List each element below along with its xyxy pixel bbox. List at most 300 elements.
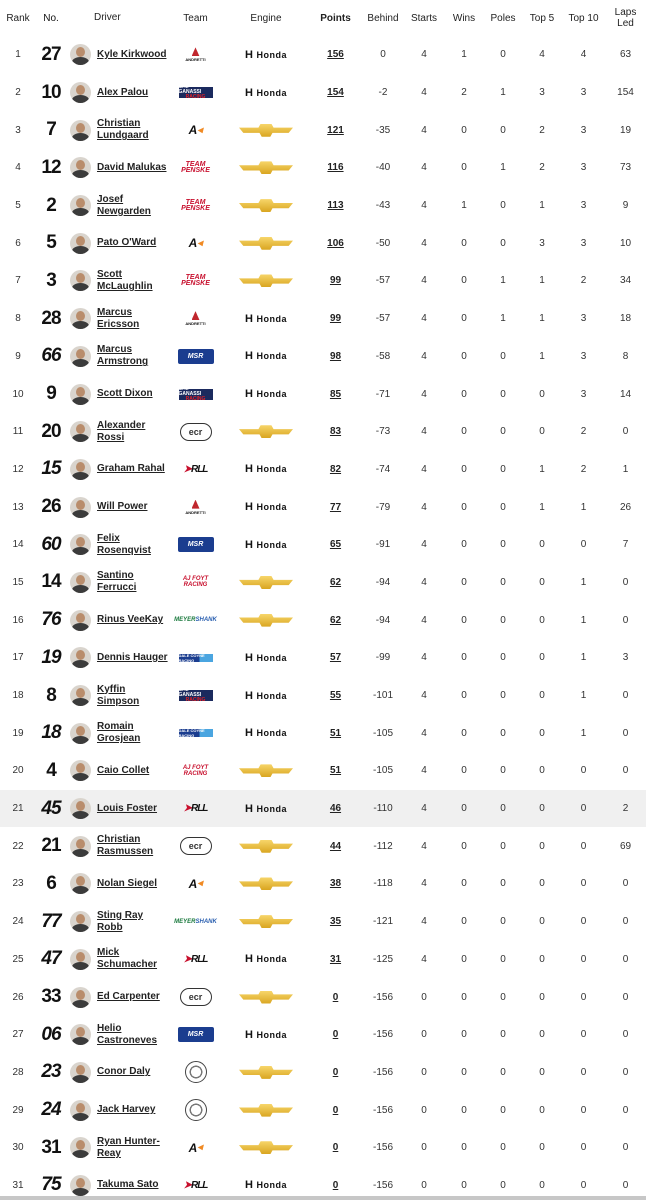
laps-led-cell: 1 (622, 463, 629, 475)
table-row[interactable] (0, 865, 646, 903)
andretti-logo: ANDRETTI (181, 497, 211, 517)
table-row[interactable] (0, 790, 646, 828)
poles-cell: 0 (500, 1142, 506, 1154)
points-link[interactable]: 38 (329, 878, 342, 890)
behind-cell: -156 (372, 1142, 393, 1154)
table-row[interactable] (0, 639, 646, 677)
laps-led-cell: 19 (619, 124, 632, 136)
top5-cell: 0 (539, 1104, 545, 1116)
table-row[interactable] (0, 488, 646, 526)
top5-cell: 0 (539, 1142, 545, 1154)
points-link[interactable]: 85 (329, 388, 342, 400)
laps-led-cell: 14 (619, 388, 632, 400)
car-number: 28 (41, 307, 61, 329)
top5-cell: 0 (539, 576, 545, 588)
driver-link[interactable]: Romain Grosjean (97, 721, 141, 745)
starts-cell: 0 (421, 1066, 427, 1078)
top10-cell: 0 (580, 991, 587, 1003)
points-link[interactable]: 0 (332, 1142, 339, 1154)
top10-cell: 3 (580, 200, 587, 212)
driver-link[interactable]: Rinus VeeKay (97, 614, 164, 626)
rank-cell: 26 (12, 991, 24, 1003)
table-row[interactable] (0, 1016, 646, 1054)
points-link[interactable]: 82 (329, 463, 342, 475)
driver-link[interactable]: Mick Schumacher (97, 947, 158, 971)
driver-avatar (70, 610, 91, 631)
wins-cell: 0 (461, 840, 467, 852)
top10-cell: 3 (580, 124, 587, 136)
rll-logo: ➤ RLL (183, 1179, 208, 1191)
car-number: 75 (41, 1174, 61, 1196)
wins-cell: 0 (461, 350, 467, 362)
honda-logo: H Honda (245, 1028, 287, 1041)
poles-cell: 0 (500, 953, 506, 965)
top10-cell: 0 (580, 1179, 587, 1191)
header-starts[interactable]: Starts (410, 12, 438, 24)
driver-link[interactable]: Marcus Ericsson (97, 306, 140, 330)
wins-cell: 0 (461, 124, 467, 136)
table-row[interactable] (0, 677, 646, 715)
driver-link[interactable]: Scott Dixon (97, 388, 153, 400)
honda-logo: H Honda (245, 501, 287, 514)
ecr-logo: ecr (180, 988, 212, 1006)
points-link[interactable]: 65 (329, 539, 342, 551)
top10-cell: 3 (580, 87, 587, 99)
table-row[interactable] (0, 111, 646, 149)
poles-cell: 0 (500, 49, 506, 61)
driver-link[interactable]: Graham Rahal (97, 463, 165, 475)
behind-cell: -74 (375, 463, 391, 475)
points-link[interactable]: 121 (327, 124, 344, 136)
behind-cell: -79 (375, 501, 391, 513)
honda-logo: H Honda (245, 689, 287, 702)
starts-cell: 0 (421, 991, 427, 1003)
mclaren-logo: A ◂ (188, 236, 203, 251)
rank-cell: 30 (12, 1142, 24, 1154)
driver-avatar (70, 1100, 91, 1121)
car-number: 27 (41, 43, 61, 65)
top5-cell: 0 (539, 690, 545, 702)
points-link[interactable]: 156 (327, 49, 344, 61)
behind-cell: -112 (373, 840, 393, 852)
chevrolet-bowtie-icon (239, 237, 293, 250)
starts-cell: 4 (421, 87, 427, 99)
poles-cell: 0 (500, 350, 506, 362)
honda-logo: H Honda (245, 538, 287, 551)
top5-cell: 2 (539, 124, 545, 136)
wins-cell: 0 (461, 1142, 467, 1154)
behind-cell: -99 (375, 652, 391, 664)
header-number[interactable]: No. (43, 12, 59, 24)
driver-avatar (70, 82, 91, 103)
ecr-logo: ecr (180, 423, 212, 441)
msr-logo: MSR (178, 1027, 214, 1042)
wins-cell: 0 (461, 953, 467, 965)
rank-cell: 13 (12, 501, 24, 513)
table-row[interactable] (0, 36, 646, 74)
rank-cell: 22 (12, 840, 24, 852)
top5-cell: 0 (539, 388, 545, 400)
driver-link[interactable]: Santino Ferrucci (97, 570, 137, 594)
header-rank[interactable]: Rank (6, 12, 30, 24)
points-link[interactable]: 0 (332, 1029, 339, 1041)
header-team[interactable]: Team (183, 12, 208, 24)
car-number: 8 (46, 684, 56, 706)
poles-cell: 0 (500, 727, 506, 739)
andretti-logo: ANDRETTI (181, 309, 211, 329)
header-laps-led[interactable]: Laps Led (614, 7, 637, 29)
laps-led-cell: 0 (622, 765, 629, 777)
points-link[interactable]: 55 (329, 690, 342, 702)
starts-cell: 4 (421, 350, 427, 362)
table-row[interactable] (0, 1091, 646, 1129)
rank-cell: 25 (12, 953, 24, 965)
meyer-shank-logo: MEYER SHANK (174, 617, 217, 624)
laps-led-cell: 0 (622, 953, 629, 965)
table-row[interactable] (0, 1129, 646, 1167)
car-number: 14 (41, 571, 61, 593)
top10-cell: 3 (580, 388, 587, 400)
rank-cell: 21 (12, 803, 24, 815)
car-number: 24 (41, 1099, 61, 1121)
driver-link[interactable]: Conor Daly (97, 1066, 151, 1078)
driver-link[interactable]: Christian Rasmussen (97, 834, 154, 858)
table-row[interactable] (0, 413, 646, 451)
points-link[interactable]: 113 (327, 200, 344, 212)
top5-cell: 0 (539, 614, 545, 626)
poles-cell: 0 (500, 614, 506, 626)
header-poles[interactable]: Poles (490, 12, 516, 24)
driver-link[interactable]: Caio Collet (97, 764, 150, 776)
driver-link[interactable]: Marcus Armstrong (97, 344, 149, 368)
driver-avatar (70, 911, 91, 932)
table-row[interactable] (0, 300, 646, 338)
laps-led-cell: 3 (622, 652, 629, 664)
driver-avatar (70, 836, 91, 857)
wins-cell: 0 (461, 1104, 467, 1116)
laps-led-cell: 0 (622, 991, 629, 1003)
driver-link[interactable]: Takuma Sato (97, 1179, 159, 1191)
car-number: 10 (41, 81, 61, 103)
poles-cell: 0 (500, 576, 506, 588)
header-top5[interactable]: Top 5 (529, 12, 555, 24)
wins-cell: 0 (461, 576, 467, 588)
driver-avatar (70, 760, 91, 781)
car-number: 19 (41, 646, 61, 668)
top10-cell: 2 (580, 463, 587, 475)
poles-cell: 0 (500, 652, 506, 664)
behind-cell: -91 (375, 539, 391, 551)
rank-cell: 27 (12, 1029, 24, 1041)
points-link[interactable]: 77 (329, 501, 342, 513)
points-link[interactable]: 116 (327, 162, 344, 174)
juncos-logo (185, 1061, 207, 1083)
header-top10[interactable]: Top 10 (568, 12, 599, 24)
table-row[interactable] (0, 714, 646, 752)
starts-cell: 4 (421, 237, 427, 249)
behind-cell: -118 (373, 878, 393, 890)
wins-cell: 0 (461, 426, 467, 438)
laps-led-cell: 0 (622, 1142, 629, 1154)
header-behind[interactable]: Behind (367, 12, 399, 24)
foyt-logo: AJ FOYT RACING (182, 764, 209, 777)
driver-link[interactable]: Felix Rosenqvist (97, 532, 151, 556)
driver-link[interactable]: Christian Lundgaard (97, 118, 149, 142)
points-link[interactable]: 46 (329, 803, 342, 815)
car-number: 23 (41, 1061, 61, 1083)
behind-cell: -105 (372, 727, 393, 739)
driver-link[interactable]: Kyffin Simpson (97, 683, 140, 707)
wins-cell: 0 (461, 1066, 467, 1078)
honda-logo: H Honda (245, 802, 287, 815)
starts-cell: 4 (421, 840, 427, 852)
poles-cell: 1 (500, 162, 506, 174)
starts-cell: 4 (421, 765, 427, 777)
driver-link[interactable]: David Malukas (97, 161, 167, 173)
car-number: 31 (41, 1136, 61, 1158)
rank-cell: 16 (12, 614, 24, 626)
wins-cell: 0 (461, 313, 467, 325)
driver-link[interactable]: Kyle Kirkwood (97, 48, 167, 60)
top10-cell: 0 (580, 916, 587, 928)
table-row[interactable] (0, 978, 646, 1016)
driver-link[interactable]: Josef Newgarden (97, 193, 151, 217)
driver-avatar (70, 497, 91, 518)
rank-cell: 12 (12, 463, 24, 475)
table-row[interactable] (0, 375, 646, 413)
rank-cell: 4 (15, 162, 21, 174)
rank-cell: 2 (15, 87, 21, 99)
top5-cell: 0 (539, 1029, 545, 1041)
laps-led-cell: 63 (619, 49, 632, 61)
table-row[interactable] (0, 941, 646, 979)
starts-cell: 4 (421, 463, 427, 475)
points-link[interactable]: 62 (329, 576, 342, 588)
behind-cell: -73 (375, 426, 391, 438)
rank-cell: 10 (12, 388, 24, 400)
top5-cell: 1 (539, 350, 545, 362)
behind-cell: -125 (372, 953, 393, 965)
driver-link[interactable]: Nolan Siegel (97, 877, 158, 889)
juncos-logo (185, 1099, 207, 1121)
behind-cell: -121 (372, 916, 393, 928)
starts-cell: 4 (421, 313, 427, 325)
points-link[interactable]: 0 (332, 1104, 339, 1116)
rank-cell: 24 (12, 916, 24, 928)
driver-link[interactable]: Jack Harvey (97, 1104, 156, 1116)
driver-link[interactable]: Alexander Rossi (97, 419, 146, 443)
wins-cell: 1 (461, 200, 467, 212)
rank-cell: 23 (12, 878, 24, 890)
driver-link[interactable]: Dennis Hauger (97, 651, 168, 663)
driver-avatar (70, 647, 91, 668)
horizontal-scrollbar[interactable] (0, 1196, 646, 1200)
foyt-logo: AJ FOYT RACING (182, 576, 209, 589)
chevrolet-bowtie-icon (239, 124, 293, 137)
rank-cell: 31 (12, 1179, 24, 1191)
ganassi-logo: CHIP GANASSI RACING (179, 87, 213, 98)
car-number: 5 (46, 232, 56, 254)
chevrolet-bowtie-icon (239, 161, 293, 174)
mclaren-logo: A ◂ (188, 123, 203, 138)
header-points[interactable]: Points (320, 12, 351, 24)
chevrolet-bowtie-icon (239, 199, 293, 212)
penske-logo: TEAM PENSKE (181, 160, 210, 174)
chevrolet-bowtie-icon (239, 991, 293, 1004)
msr-logo: MSR (178, 537, 214, 552)
honda-logo: H Honda (245, 350, 287, 363)
points-link[interactable]: 31 (329, 953, 342, 965)
table-row[interactable] (0, 1054, 646, 1092)
driver-avatar (70, 572, 91, 593)
driver-link[interactable]: Alex Palou (97, 86, 149, 98)
behind-cell: -50 (375, 237, 391, 249)
chevrolet-bowtie-icon (239, 877, 293, 890)
table-row[interactable] (0, 752, 646, 790)
wins-cell: 2 (461, 87, 467, 99)
header-engine[interactable]: Engine (250, 12, 282, 24)
rank-cell: 28 (12, 1066, 24, 1078)
driver-avatar (70, 1062, 91, 1083)
header-driver[interactable]: Driver (94, 12, 121, 23)
table-header (0, 0, 646, 36)
chevrolet-bowtie-icon (239, 425, 293, 438)
chevrolet-bowtie-icon (239, 915, 293, 928)
honda-logo: H Honda (245, 463, 287, 476)
wins-cell: 0 (461, 237, 467, 249)
starts-cell: 4 (421, 200, 427, 212)
honda-logo: H Honda (245, 48, 287, 61)
table-row[interactable] (0, 74, 646, 112)
driver-link[interactable]: Ed Carpenter (97, 991, 160, 1003)
top5-cell: 0 (539, 953, 545, 965)
points-link[interactable]: 35 (329, 916, 342, 928)
behind-cell: -40 (375, 162, 391, 174)
poles-cell: 0 (500, 991, 506, 1003)
points-link[interactable]: 98 (329, 350, 342, 362)
rank-cell: 7 (15, 275, 21, 287)
top5-cell: 0 (539, 426, 545, 438)
honda-logo: H Honda (245, 388, 287, 401)
andretti-logo: ANDRETTI (181, 45, 211, 65)
points-link[interactable]: 51 (329, 727, 342, 739)
rank-cell: 6 (15, 237, 21, 249)
car-number: 26 (41, 496, 61, 518)
poles-cell: 1 (500, 313, 506, 325)
driver-link[interactable]: Will Power (97, 501, 148, 513)
table-row[interactable] (0, 601, 646, 639)
laps-led-cell: 0 (622, 576, 629, 588)
points-link[interactable]: 57 (329, 652, 342, 664)
top10-cell: 1 (580, 652, 587, 664)
driver-avatar (70, 1024, 91, 1045)
table-row[interactable] (0, 526, 646, 564)
rank-cell: 17 (12, 652, 24, 664)
car-number: 6 (46, 872, 56, 894)
wins-cell: 0 (461, 275, 467, 287)
poles-cell: 0 (500, 803, 506, 815)
table-row[interactable] (0, 149, 646, 187)
car-number: 60 (41, 533, 61, 555)
table-row[interactable] (0, 262, 646, 300)
table-row[interactable] (0, 451, 646, 489)
honda-logo: H Honda (245, 953, 287, 966)
behind-cell: -57 (375, 275, 391, 287)
rank-cell: 5 (15, 200, 21, 212)
points-link[interactable]: 0 (332, 1179, 339, 1191)
table-row[interactable] (0, 903, 646, 941)
points-link[interactable]: 99 (329, 275, 342, 287)
top10-cell: 3 (580, 162, 587, 174)
points-link[interactable]: 51 (329, 765, 342, 777)
points-link[interactable]: 0 (332, 991, 339, 1003)
laps-led-cell: 0 (622, 426, 629, 438)
rank-cell: 20 (12, 765, 24, 777)
top5-cell: 1 (539, 501, 545, 513)
driver-link[interactable]: Ryan Hunter-Reay (97, 1135, 160, 1159)
starts-cell: 0 (421, 1029, 427, 1041)
poles-cell: 0 (500, 690, 506, 702)
top10-cell: 3 (580, 313, 587, 325)
driver-avatar (70, 120, 91, 141)
car-number: 4 (46, 759, 56, 781)
chevrolet-bowtie-icon (239, 576, 293, 589)
ganassi-logo: CHIP GANASSI RACING (179, 389, 213, 400)
top5-cell: 3 (539, 237, 545, 249)
points-link[interactable]: 83 (329, 426, 342, 438)
table-row[interactable] (0, 564, 646, 602)
top5-cell: 0 (539, 840, 545, 852)
rank-cell: 19 (12, 727, 24, 739)
points-link[interactable]: 44 (329, 840, 342, 852)
header-wins[interactable]: Wins (452, 12, 476, 24)
points-link[interactable]: 62 (329, 614, 342, 626)
top10-cell: 0 (580, 803, 587, 815)
points-link[interactable]: 106 (327, 237, 344, 249)
driver-link[interactable]: Sting Ray Robb (97, 909, 144, 933)
rank-cell: 3 (15, 124, 21, 136)
behind-cell: -156 (372, 1029, 393, 1041)
penske-logo: TEAM PENSKE (181, 273, 210, 287)
top5-cell: 0 (539, 803, 545, 815)
points-link[interactable]: 154 (327, 87, 344, 99)
driver-link[interactable]: Louis Foster (97, 802, 158, 814)
driver-link[interactable]: Pato O'Ward (97, 237, 157, 249)
car-number: 21 (41, 835, 61, 857)
top5-cell: 0 (539, 916, 545, 928)
table-row[interactable] (0, 187, 646, 225)
top10-cell: 3 (580, 350, 587, 362)
table-row[interactable] (0, 827, 646, 865)
top5-cell: 4 (539, 49, 545, 61)
car-number: 12 (41, 156, 61, 178)
rll-logo: ➤ RLL (183, 463, 208, 475)
laps-led-cell: 0 (622, 1179, 629, 1191)
behind-cell: -110 (373, 803, 393, 815)
points-link[interactable]: 0 (332, 1066, 339, 1078)
driver-link[interactable]: Scott McLaughlin (97, 268, 153, 292)
poles-cell: 0 (500, 1179, 506, 1191)
points-link[interactable]: 99 (329, 313, 342, 325)
top5-cell: 0 (539, 878, 545, 890)
behind-cell: -71 (375, 388, 391, 400)
table-row[interactable] (0, 338, 646, 376)
honda-logo: H Honda (245, 1179, 287, 1192)
behind-cell: 0 (380, 49, 386, 61)
honda-logo: H Honda (245, 727, 287, 740)
table-row[interactable] (0, 224, 646, 262)
driver-link[interactable]: Helio Castroneves (97, 1022, 158, 1046)
